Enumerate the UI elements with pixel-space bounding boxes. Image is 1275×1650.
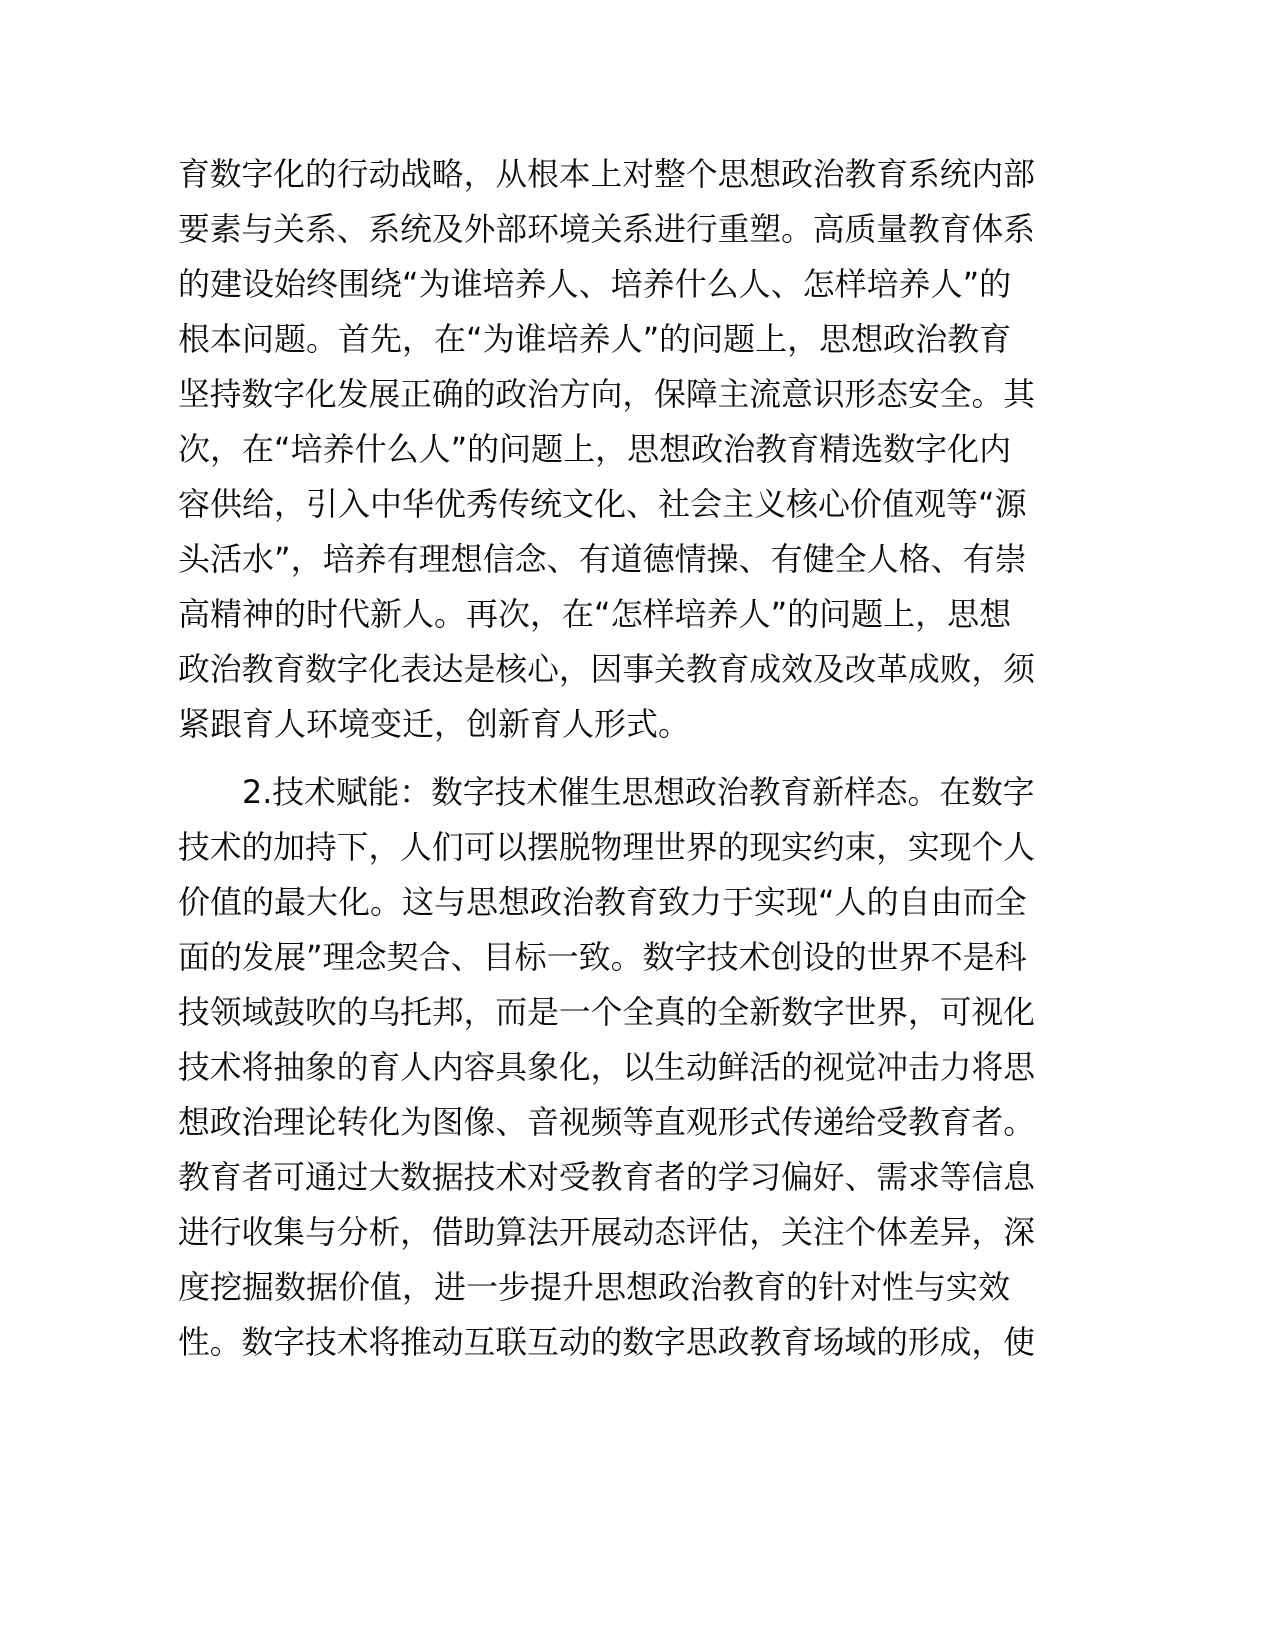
- paragraph-1-line-8: 头活水”，培养有理想信念、有道德情操、有健全人格、有崇: [178, 540, 1027, 578]
- paragraph-1-line-4: 根本问题。首先，在“为谁培养人”的问题上，思想政治教育: [178, 320, 1012, 358]
- paragraph-2-line-9: 进行收集与分析，借助算法开展动态评估，关注个体差异，深: [178, 1213, 1036, 1251]
- paragraph-2-line-2: 技术的加持下，人们可以摆脱物理世界的现实约束，实现个人: [178, 828, 1036, 866]
- paragraph-1-line-2: 要素与关系、系统及外部环境关系进行重塑。高质量教育体系: [178, 210, 1036, 248]
- paragraph-1-line-11: 紧跟育人环境变迁，创新育人形式。: [178, 705, 691, 743]
- paragraph-2-line-8: 教育者可通过大数据技术对受教育者的学习偏好、需求等信息: [178, 1158, 1036, 1196]
- paragraph-1-line-6: 次，在“培养什么人”的问题上，思想政治教育精选数字化内: [178, 430, 1012, 468]
- paragraph-1-line-5: 坚持数字化发展正确的政治方向，保障主流意识形态安全。其: [178, 375, 1036, 413]
- paragraph-2-line-10: 度挖掘数据价值，进一步提升思想政治教育的针对性与实效: [178, 1268, 1011, 1306]
- paragraph-2-line-4: 面的发展”理念契合、目标一致。数字技术创设的世界不是科: [178, 938, 1027, 976]
- paragraph-2-line-11: 性。数字技术将推动互联互动的数字思政教育场域的形成，使: [178, 1323, 1036, 1361]
- paragraph-1-line-9: 高精神的时代新人。再次，在“怎样培养人”的问题上，思想: [178, 595, 1012, 633]
- paragraph-2-line-3: 价值的最大化。这与思想政治教育致力于实现“人的自由而全: [178, 883, 1027, 921]
- paragraph-2-line-6: 技术将抽象的育人内容具象化，以生动鲜活的视觉冲击力将思: [178, 1048, 1036, 1086]
- paragraph-1-line-10: 政治教育数字化表达是核心，因事关教育成效及改革成败，须: [178, 650, 1036, 688]
- paragraph-2-line-1: 2.技术赋能：数字技术催生思想政治教育新样态。在数字: [242, 773, 1035, 811]
- paragraph-1-line-1: 育数字化的行动战略，从根本上对整个思想政治教育系统内部: [178, 155, 1036, 193]
- paragraph-1-line-3: 的建设始终围绕“为谁培养人、培养什么人、怎样培养人”的: [178, 265, 1012, 303]
- paragraph-1-line-7: 容供给，引入中华优秀传统文化、社会主义核心价值观等“源: [178, 485, 1027, 523]
- paragraph-2-line-7: 想政治理论转化为图像、音视频等直观形式传递给受教育者。: [178, 1103, 1036, 1141]
- paragraph-2-line-5: 技领域鼓吹的乌托邦，而是一个全真的全新数字世界，可视化: [178, 993, 1036, 1031]
